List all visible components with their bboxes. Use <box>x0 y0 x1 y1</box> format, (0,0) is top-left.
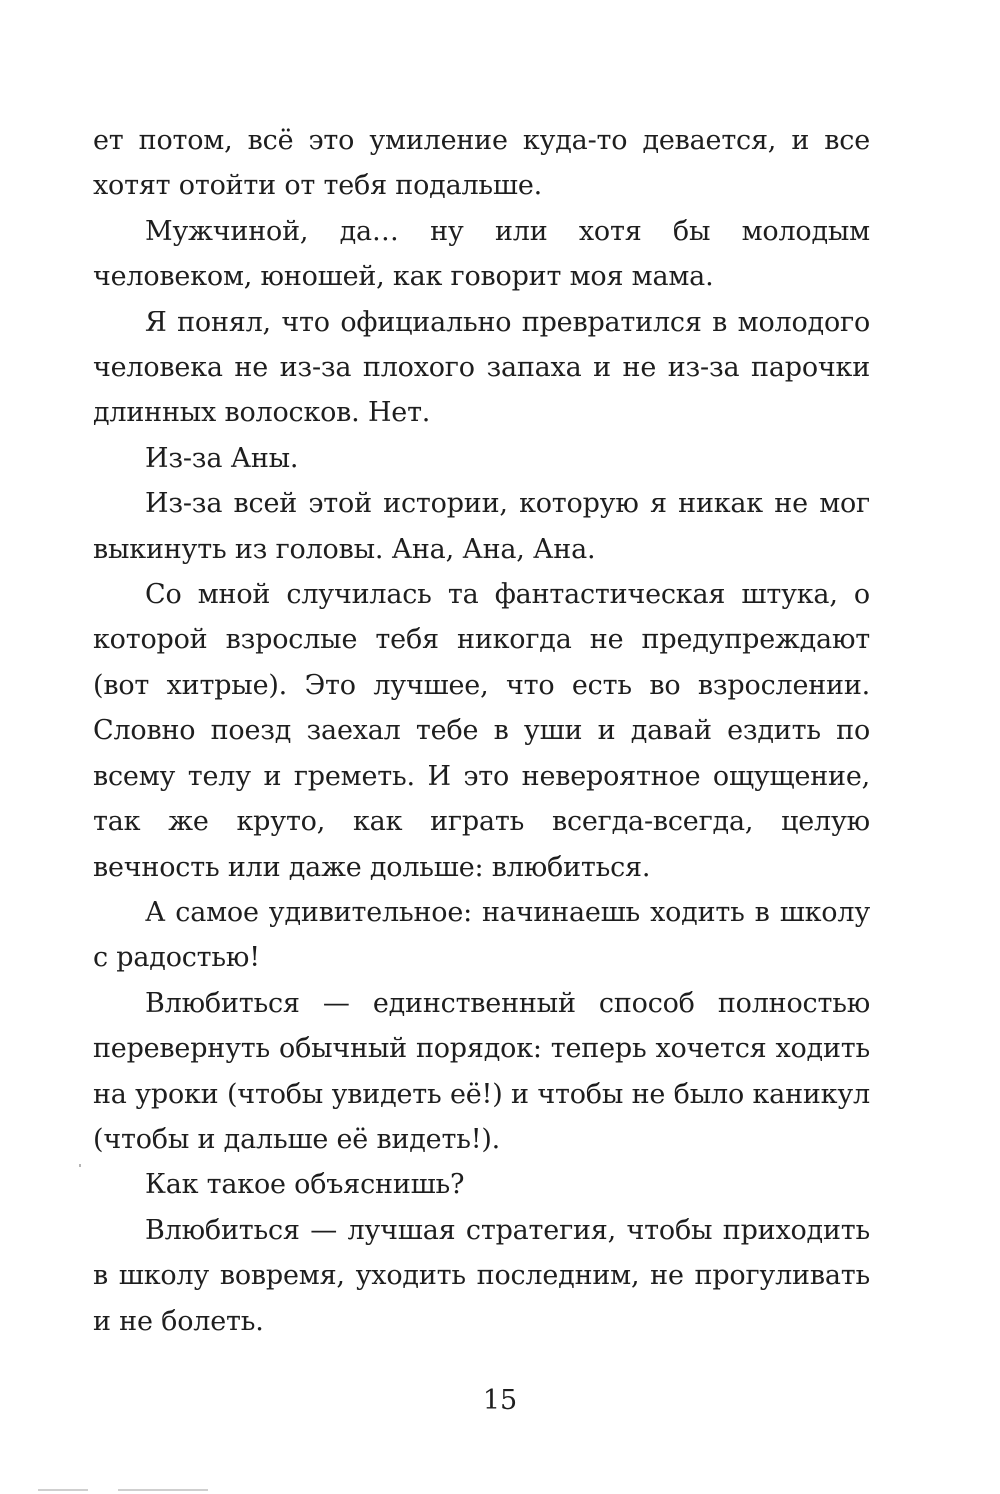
scan-speck <box>79 1164 81 1167</box>
paragraph-7: А самое удивительное: начинаешь ходить в школу с радостью! <box>93 896 870 974</box>
paragraph-6: Со мной случилась та фантастическая штука, о которой взрослые тебя никогда не предупреждают (вот хитрые). Это лучшее, что есть во взрослении. Словно поезд заехал тебе в уши и давай ездить по всему телу и греметь. И это невероятное ощущение, так же круто, как играть всегда-всегда, целую вечность или даже дольше: влюбиться. <box>93 579 870 883</box>
page-number: 15 <box>482 1385 518 1416</box>
paragraph-2: Мужчиной, да… ну или хотя бы молодым человеком, юношей, как говорит моя мама. <box>93 215 870 293</box>
paragraph-8: Влюбиться — единственный способ полностью перевернуть обычный порядок: теперь хочется ходить на уроки (чтобы увидеть её!) и чтобы не было каникул (чтобы и дальше её видеть!). <box>93 987 870 1155</box>
scan-edge-mark <box>118 1489 208 1491</box>
paragraph-9: Как такое объяснишь? <box>145 1169 465 1201</box>
paragraph-4: Из-за Аны. <box>145 442 299 474</box>
paragraph-3: Я понял, что официально превратился в молодого человека не из-за плохого запаха и не из-за парочки длинных волосков. Нет. <box>93 306 870 429</box>
scan-edge-mark <box>38 1489 88 1491</box>
paragraph-5: Из-за всей этой истории, которую я никак не мог выкинуть из головы. Ана, Ана, Ана. <box>93 488 870 565</box>
paragraph-1: ет потом, всё это умиление куда-то девается, и все хотят отойти от тебя подальше. <box>93 125 870 202</box>
paragraph-10: Влюбиться — лучшая стратегия, чтобы приходить в школу вовремя, уходить последним, не прогуливать и не болеть. <box>93 1214 870 1337</box>
body-text <box>93 118 870 1344</box>
